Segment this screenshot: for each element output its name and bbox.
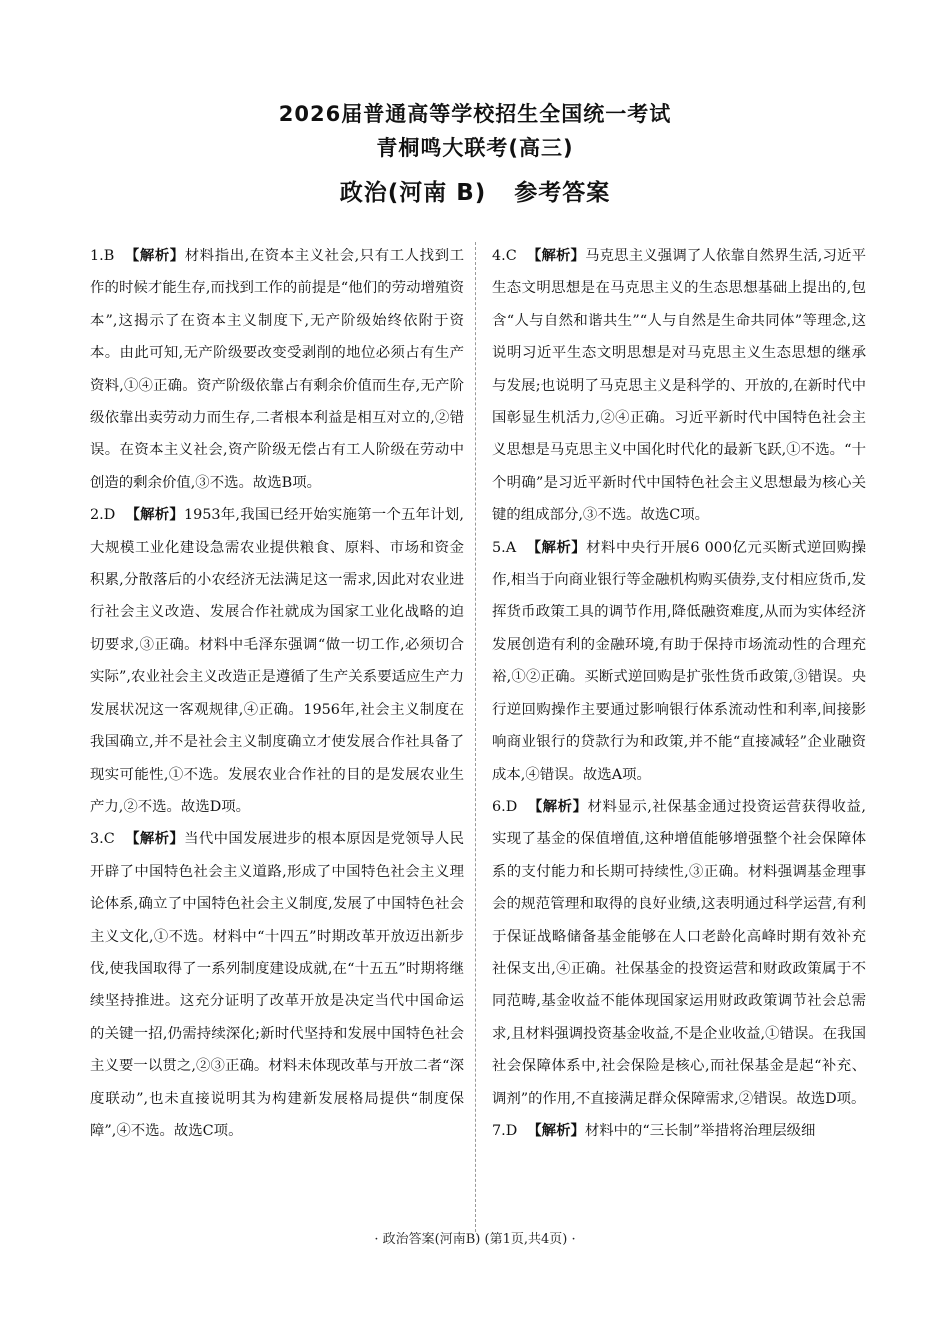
subject-heading [0, 174, 950, 207]
question-1 [90, 240, 464, 499]
analysis-text: 材料显示,社保基金通过投资运营获得收益,实现了基金的保值增值,这种增值能够增强整个社会保障体系的支付能力和长期可持续性,③正确。材料强调基金理事会的规范管理和取得的良好业绩,这表明通过科学运营,有利于保证战略储备基金能够在人口老龄化高峰时期有效补充社保支出,④正确。社保基金的投资运营和财政政策属于不同范畴,基金收益不能体现国家运用财政政策调节社会总需求,且材料强调投资基金收益,不是企业收益,①错误。在我国社会保障体系中,社会保险是核心,而社保基金是起“补充、调剂”的作用,不直接满足群众保障需求,②错误。故选D项。 [492, 798, 866, 1107]
analysis-tag: 【解析】 [124, 248, 185, 264]
analysis-tag: 【解析】 [125, 507, 184, 524]
column-divider [475, 242, 476, 1232]
left-column [90, 240, 464, 1147]
doc-type: 参考答案 [514, 180, 611, 206]
answer-letter: C [103, 831, 115, 848]
question-3 [90, 823, 464, 1147]
answer-letter: D [505, 798, 518, 815]
exam-title: 2026届普通高等学校招生全国统一考试 [278, 102, 672, 126]
right-column [492, 240, 866, 1147]
analysis-text: 1953年,我国已经开始实施第一个五年计划,大规模工业化建设急需农业提供粮食、原料、市场和资金积累,分散落后的小农经济无法满足这一需求,因此对农业进行社会主义改造、发展合作社就成为国家工业化战略的迫切要求,③正确。材料中毛泽东强调“做一切工作,必须切合实际”,农业社会主义改造正是遵循了生产关系要适应生产力发展状况这一客观规律,④正确。1956年,社会主义制度在我国确立,并不是社会主义制度确立才使发展合作社具备了现实可能性,①不选。发展农业合作社的目的是发展农业生产力,②不选。故选D项。 [90, 507, 464, 815]
analysis-tag: 【解析】 [527, 798, 588, 815]
subject-name: 政治(河南 B) [339, 180, 487, 206]
analysis-tag: 【解析】 [526, 539, 587, 556]
analysis-text: 当代中国发展进步的根本原因是党领导人民开辟了中国特色社会主义道路,形成了中国特色社会主义理论体系,确立了中国特色社会主义制度,发展了中国特色社会主义文化,①不选。材料中“十四五”时期改革开放迈出新步伐,使我国取得了一系列制度建设成就,在“十五五”时期将继续坚持推进。这充分证明了改革开放是决定当代中国命运的关键一招,仍需持续深化;新时代坚持和发展中国特色社会主义要一以贯之,②③正确。材料未体现改革与开放二者“深度联动”,也未直接说明其为构建新发展格局提供“制度保障”,④不选。故选C项。 [90, 831, 464, 1139]
answer-letter: B [103, 248, 115, 264]
analysis-text: 材料指出,在资本主义社会,只有工人找到工作的时候才能生存,而找到工作的前提是“他们的劳动增殖资本”,这揭示了在资本主义制度下,无产阶级始终依附于资本。由此可知,无产阶级要改变受剥削的地位必须占有生产资料,①④正确。资产阶级依靠占有剩余价值而生存,无产阶级依靠出卖劳动力而生存,二者根本利益是相互对立的,②错误。在资本主义社会,资产阶级无偿占有工人阶级在劳动中创造的剩余价值,③不选。故选B项。 [90, 248, 464, 491]
page-footer: · 政治答案(河南B) (第1页,共4页) · [374, 1232, 576, 1247]
analysis-text: 马克思主义强调了人依靠自然界生活,习近平生态文明思想是在马克思主义的生态思想基础上提出的,包含“人与自然和谐共生”“人与自然是生命共同体”等理念,这说明习近平生态文明思想是对马克思主义生态思想的继承与发展;也说明了马克思主义是科学的、开放的,在新时代中国彰显生机活力,②④正确。习近平新时代中国特色社会主义思想是马克思主义中国化时代化的最新飞跃,①不选。“十个明确”是习近平新时代中国特色社会主义思想最为核心关键的组成部分,③不选。故选C项。 [492, 248, 866, 524]
question-number: 7. [492, 1122, 506, 1139]
question-5 [492, 532, 866, 791]
analysis-tag: 【解析】 [527, 1122, 585, 1139]
question-number: 6. [492, 798, 506, 815]
question-number: 3. [90, 831, 104, 848]
analysis-tag: 【解析】 [124, 831, 185, 848]
analysis-text: 材料中央行开展6 000亿元买断式逆回购操作,相当于向商业银行等金融机构购买债券,支付相应货币,发挥货币政策工具的调节作用,降低融资难度,从而为实体经济发展创造有利的金融环境,有助于保持市场流动性的合理充裕,①②正确。买断式逆回购是扩张性货币政策,③错误。央行逆回购操作主要通过影响银行体系流动性和利率,间接影响商业银行的贷款行为和政策,并不能“直接减轻”企业融资成本,④错误。故选A项。 [492, 539, 866, 783]
answer-letter: D [103, 507, 116, 524]
answer-letter: C [505, 248, 517, 264]
question-4 [492, 240, 866, 532]
question-7 [492, 1115, 866, 1147]
question-number: 2. [90, 507, 104, 524]
question-number: 1. [90, 248, 104, 264]
question-number: 4. [492, 248, 506, 264]
question-6 [492, 791, 866, 1115]
answer-letter: A [505, 539, 517, 556]
analysis-tag: 【解析】 [526, 248, 586, 264]
question-2 [90, 499, 464, 823]
question-number: 5. [492, 539, 506, 556]
analysis-text: 材料中的“三长制”举措将治理层级细 [584, 1122, 816, 1139]
answer-letter: D [505, 1122, 518, 1139]
exam-subtitle: 青桐鸣大联考(高三) [376, 136, 574, 160]
